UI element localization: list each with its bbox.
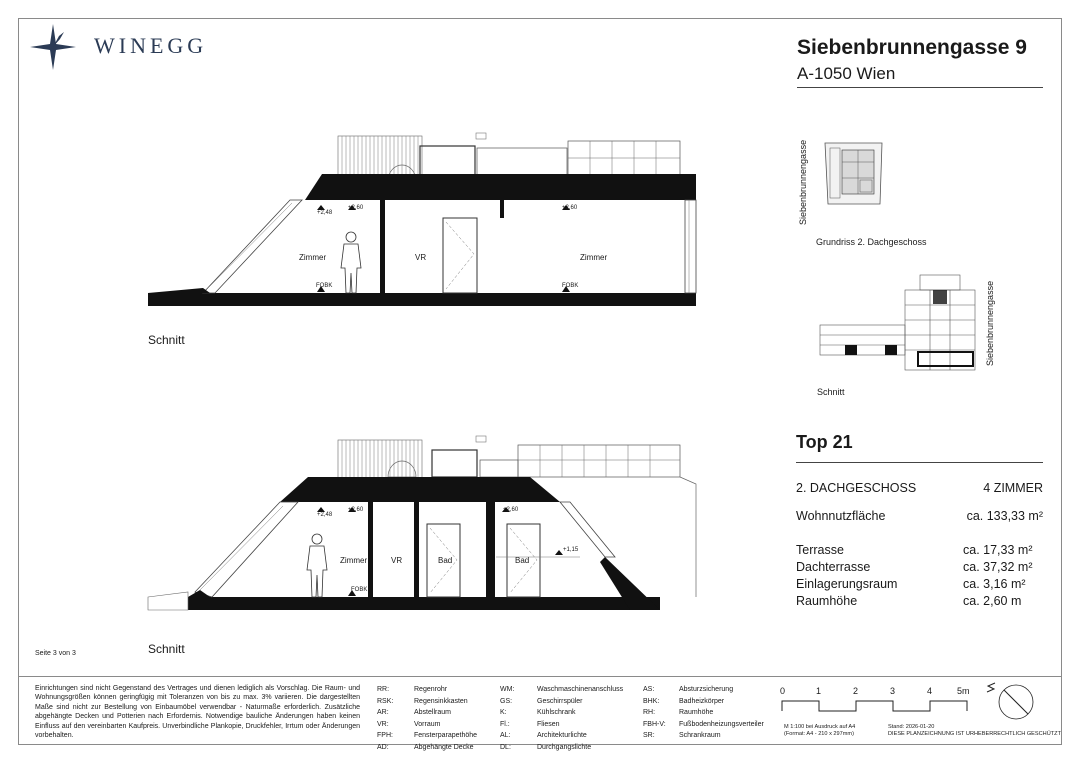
legend-key: AL: xyxy=(500,732,511,740)
room-label: VR xyxy=(391,556,403,565)
legend-column-3 xyxy=(643,684,764,742)
legend-column-1 xyxy=(377,684,477,754)
room-label: Zimmer xyxy=(580,253,608,262)
legend-key: SR: xyxy=(643,732,655,740)
page-number: Seite 3 von 3 xyxy=(35,650,76,657)
print-scale-note: M 1:100 bei Ausdruck auf A4 xyxy=(784,724,856,730)
legend-text: Regenrohr xyxy=(414,686,448,693)
level-label: +2,48 xyxy=(317,512,333,518)
legend-key: RSK: xyxy=(377,697,394,705)
keyplan-plan-caption: Grundriss 2. Dachgeschoss xyxy=(816,237,927,247)
address-street: Siebenbrunnengasse 9 xyxy=(797,36,1027,59)
keyplan-section-caption: Schnitt xyxy=(817,387,845,397)
level-label: +2,60 xyxy=(348,205,364,211)
unit-area-label: Wohnnutzfläche xyxy=(796,509,886,523)
room-label: Zimmer xyxy=(299,253,327,262)
extra-label: Raumhöhe xyxy=(796,594,858,608)
extra-value: ca. 17,33 m² xyxy=(963,543,1033,557)
plan-date: Stand: 2026-01-20 xyxy=(888,724,935,730)
extra-label: Dachterrasse xyxy=(796,560,871,574)
plan-meta xyxy=(888,724,1061,738)
scale-tick: 3 xyxy=(890,686,896,696)
scale-bar xyxy=(778,697,978,713)
keyplan-street-label: Siebenbrunnengasse xyxy=(798,139,808,225)
legend-key: VR: xyxy=(377,720,389,728)
scale-tick: 5m xyxy=(957,686,970,696)
keyplan-street-label-2: Siebenbrunnengasse xyxy=(985,280,995,366)
legend-text: Architekturlichte xyxy=(537,732,587,740)
unit-rooms: 4 ZIMMER xyxy=(983,481,1043,495)
legend-text: Vorraum xyxy=(414,720,441,728)
legend-key: Fl.: xyxy=(500,720,510,728)
copyright-note: DIESE PLANZEICHNUNG IST URHEBERRECHTLICH GESCHÜTZT xyxy=(888,731,1062,737)
legend-text: Durchgangslichte xyxy=(537,743,592,751)
level-label: +2,60 xyxy=(503,507,519,513)
legend-text: Geschirrspüler xyxy=(537,697,583,705)
floor-level-label: FOBK xyxy=(316,283,333,289)
disclaimer-text: Einrichtungen sind nicht Gegenstand des Vertrages und dienen lediglich als Vorschlag. Die Raum- und Wohnungsgrößen können geringfügig mit Toleranzen von bis zu max. 3% variieren. Die dargestellten Maße sind nicht zur Bestellung von Einbaumöbel verwendbar - Naturmaße erforderlich. Zusätzliche abgehängte Decken und Potterien nach Erfordernis. Notwendige bauliche Änderungen haben keinen Einfluss auf den vereinbarten Kaufpreis. Unverbindliche Plankopie, Druckfehler, Irrtum oder Änderungen vorbehalten. xyxy=(35,685,360,740)
extra-label: Terrasse xyxy=(796,543,844,557)
extra-label: Einlagerungsraum xyxy=(796,577,898,591)
legend-text: Fußbodenheizungsverteiler xyxy=(679,720,764,728)
legend-text: Raumhöhe xyxy=(679,709,714,717)
room-label: VR xyxy=(415,253,427,262)
room-label: Zimmer xyxy=(340,556,368,565)
print-format-note: (Format: A4 - 210 x 297mm) xyxy=(784,731,854,737)
extra-value: ca. 3,16 m² xyxy=(963,577,1026,591)
legend-text: Fensterparapethöhe xyxy=(414,732,478,740)
address-city: A-1050 Wien xyxy=(797,64,896,83)
legend-key: DL: xyxy=(500,743,511,751)
legend-key: FPH: xyxy=(377,732,393,740)
footer-divider xyxy=(18,676,1062,677)
brand-logo-text: WINEGG xyxy=(94,33,208,58)
unit-title: Top 21 xyxy=(796,432,853,452)
legend-key: FBH-V: xyxy=(643,720,666,728)
legend-text: Regensinkkasten xyxy=(414,697,468,705)
legend-key: AD: xyxy=(377,743,389,751)
compass-star-logo-icon xyxy=(28,22,78,72)
level-label: +2,60 xyxy=(562,205,578,211)
scale-tick: 0 xyxy=(780,686,786,696)
level-label: +2,60 xyxy=(348,507,364,513)
floor-level-label: FOBK xyxy=(351,587,368,593)
section-drawing-1 xyxy=(140,128,705,313)
legend-text: Absturzsicherung xyxy=(679,686,734,693)
address-divider xyxy=(797,87,1043,88)
floor-level-label: FOBK xyxy=(562,283,579,289)
legend-key: RH: xyxy=(643,709,656,717)
keyplan-floorplan xyxy=(820,140,885,210)
section-caption-1: Schnitt xyxy=(148,333,185,347)
legend-key: K: xyxy=(500,709,507,717)
legend-key: GS: xyxy=(500,697,513,705)
legend-text: Waschmaschinenanschluss xyxy=(537,686,624,693)
unit-divider xyxy=(796,462,1043,463)
legend-column-2 xyxy=(500,684,623,754)
legend-key: AR: xyxy=(377,709,389,717)
level-label: +2,48 xyxy=(317,210,333,216)
room-label: Bad xyxy=(438,556,453,565)
legend-key: BHK: xyxy=(643,697,660,705)
legend-text: Fliesen xyxy=(537,720,560,728)
legend-text: Badheizkörper xyxy=(679,697,725,705)
section-drawing-2 xyxy=(140,432,700,617)
legend-text: Kühlschrank xyxy=(537,709,576,717)
keyplan-section xyxy=(815,270,980,375)
room-label: Bad xyxy=(515,556,530,565)
legend-key: RR: xyxy=(377,686,390,693)
print-note xyxy=(784,724,855,738)
scale-tick: 2 xyxy=(853,686,859,696)
legend-key: WM: xyxy=(500,686,515,693)
unit-area-value: ca. 133,33 m² xyxy=(966,509,1043,523)
north-arrow-icon xyxy=(984,682,1042,722)
extra-value: ca. 37,32 m² xyxy=(963,560,1033,574)
legend-text: Abgehängte Decke xyxy=(414,743,474,751)
legend-text: Abstellraum xyxy=(414,709,451,717)
legend-text: Schrankraum xyxy=(679,732,721,740)
scale-tick: 1 xyxy=(816,686,822,696)
section-caption-2: Schnitt xyxy=(148,642,185,656)
unit-floor: 2. DACHGESCHOSS xyxy=(796,481,917,495)
scale-tick: 4 xyxy=(927,686,933,696)
legend-key: AS: xyxy=(643,686,655,693)
level-label: +1,15 xyxy=(563,547,579,553)
extra-value: ca. 2,60 m xyxy=(963,594,1022,608)
